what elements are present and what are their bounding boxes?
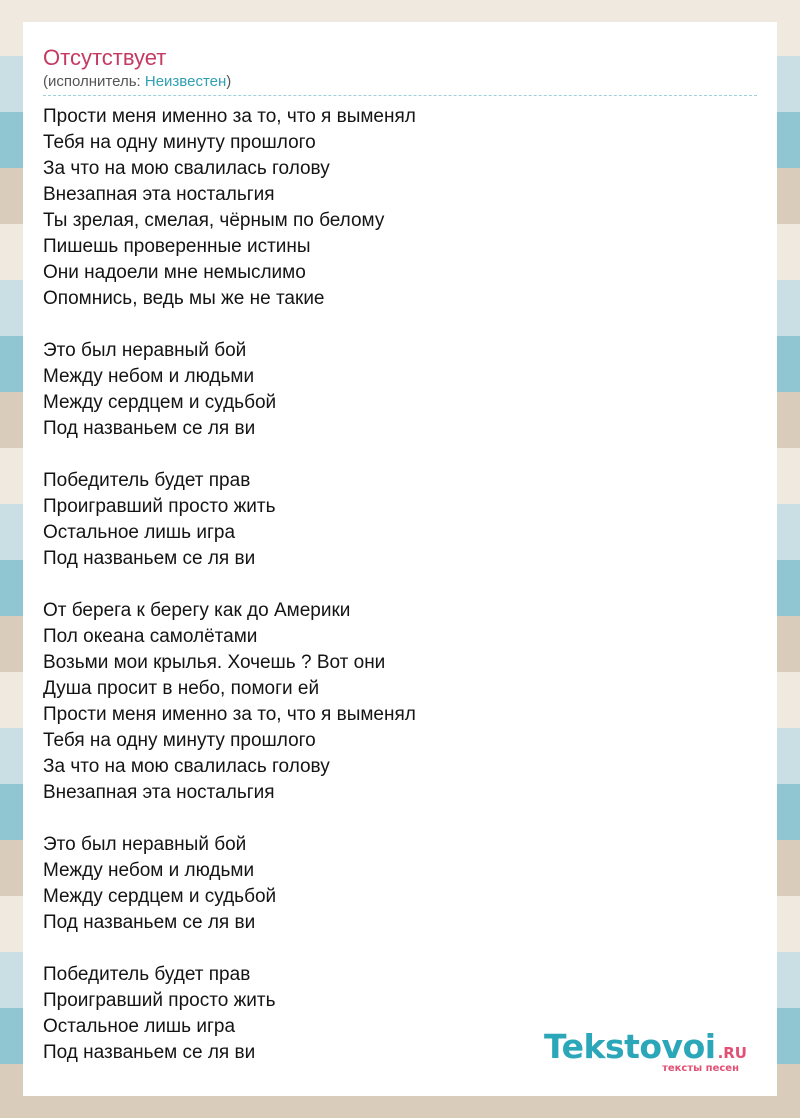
lyric-line: Между сердцем и судьбой: [43, 886, 277, 907]
lyric-line: Между небом и людьми: [43, 366, 255, 387]
artist-line: [43, 72, 231, 92]
lyric-line: Тебя на одну минуту прошлого: [43, 730, 316, 751]
lyric-line: Они надоели мне немыслимо: [43, 262, 306, 283]
lyric-line: Под названьем се ля ви: [43, 912, 256, 933]
lyric-line: Душа просит в небо, помоги ей: [43, 678, 320, 699]
lyrics-stanza: [43, 338, 743, 442]
lyric-line: Внезапная эта ностальгия: [43, 184, 275, 205]
lyrics-body: [43, 104, 743, 1066]
lyric-line: Прости меня именно за то, что я выменял: [43, 704, 416, 725]
tekstovoi-logo[interactable]: [544, 1027, 747, 1074]
title-divider: [43, 95, 757, 96]
lyric-line: Победитель будет прав: [43, 470, 251, 491]
lyric-line: Остальное лишь игра: [43, 522, 236, 543]
lyric-line: Это был неравный бой: [43, 340, 247, 361]
lyric-line: Ты зрелая, смелая, чёрным по белому: [43, 210, 385, 231]
lyric-line: Опомнись, ведь мы же не такие: [43, 288, 325, 309]
artist-suffix: ): [226, 73, 232, 90]
lyric-line: Проигравший просто жить: [43, 496, 276, 517]
logo-wordmark: Tekstovoi: [544, 1027, 716, 1066]
lyric-line: Между небом и людьми: [43, 860, 255, 881]
lyric-line: Проигравший просто жить: [43, 990, 276, 1011]
lyric-line: Под названьем се ля ви: [43, 418, 256, 439]
lyrics-stanza: [43, 832, 743, 936]
lyric-line: Внезапная эта ностальгия: [43, 782, 275, 803]
lyric-line: За что на мою свалилась голову: [43, 756, 330, 777]
logo-tagline: тексты песен: [662, 1063, 739, 1074]
lyric-line: За что на мою свалилась голову: [43, 158, 330, 179]
lyric-line: Пол океана самолётами: [43, 626, 258, 647]
song-title: Отсутствует: [43, 45, 167, 70]
lyric-line: От берега к берегу как до Америки: [43, 600, 351, 621]
lyric-line: Пишешь проверенные истины: [43, 236, 311, 257]
logo-tld: .RU: [717, 1044, 747, 1062]
lyric-line: Под названьем се ля ви: [43, 548, 256, 569]
lyric-line: Это был неравный бой: [43, 834, 247, 855]
lyric-line: Остальное лишь игра: [43, 1016, 236, 1037]
lyric-line: Тебя на одну минуту прошлого: [43, 132, 316, 153]
lyric-line: Прости меня именно за то, что я выменял: [43, 106, 416, 127]
lyrics-stanza: [43, 104, 743, 312]
lyric-line: Победитель будет прав: [43, 964, 251, 985]
artist-link[interactable]: Неизвестен: [144, 73, 227, 90]
lyric-line: Возьми мои крылья. Хочешь ? Вот они: [43, 652, 386, 673]
lyric-line: Между сердцем и судьбой: [43, 392, 277, 413]
lyrics-card: [23, 22, 777, 1096]
lyrics-stanza: [43, 468, 743, 572]
artist-prefix: (исполнитель:: [43, 73, 145, 90]
lyric-line: Под названьем се ля ви: [43, 1042, 256, 1063]
lyrics-stanza: [43, 598, 743, 806]
